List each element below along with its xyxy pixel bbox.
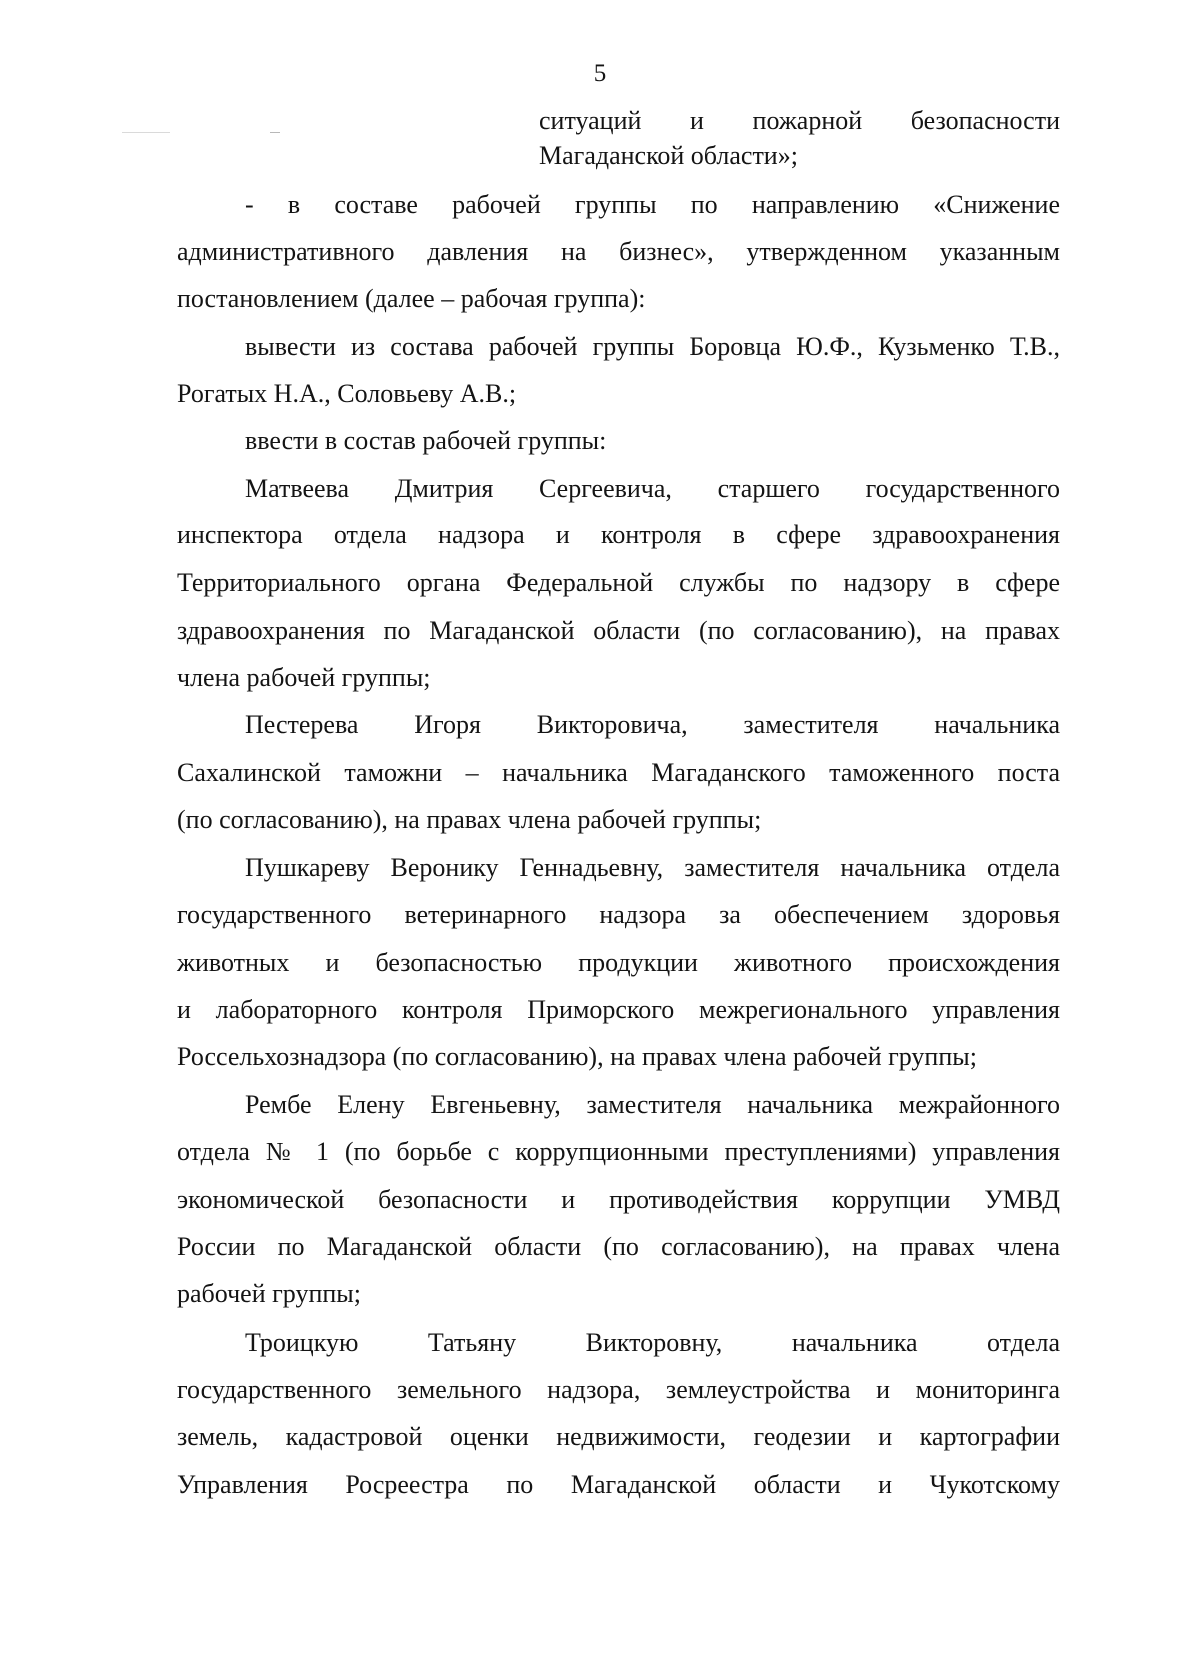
- text-line: животных и безопасностью продукции животного происхождения: [177, 948, 1060, 977]
- text-line: Пушкареву Веронику Геннадьевну, заместителя начальника отдела: [245, 853, 1060, 882]
- text-line: отдела № 1 (по борьбе с коррупционными преступлениями) управления: [177, 1137, 1060, 1166]
- scan-speck: [270, 132, 280, 133]
- text-line: члена рабочей группы;: [177, 663, 431, 692]
- text-line: здравоохранения по Магаданской области (по согласованию), на правах: [177, 616, 1060, 645]
- text-line: постановлением (далее – рабочая группа):: [177, 284, 646, 313]
- text-line: земель, кадастровой оценки недвижимости, геодезии и картографии: [177, 1422, 1060, 1451]
- text-line: Магаданской области»;: [539, 141, 798, 170]
- text-line: государственного ветеринарного надзора за обеспечением здоровья: [177, 900, 1060, 929]
- text-line: Рогатых Н.А., Соловьеву А.В.;: [177, 379, 517, 408]
- text-line: России по Магаданской области (по согласованию), на правах члена: [177, 1232, 1060, 1261]
- text-line: - в составе рабочей группы по направлению «Снижение: [245, 190, 1060, 219]
- page-number: 5: [593, 60, 607, 87]
- text-line: Пестерева Игоря Викторовича, заместителя начальника: [245, 710, 1060, 739]
- text-line: Сахалинской таможни – начальника Магаданского таможенного поста: [177, 758, 1060, 787]
- text-line: государственного земельного надзора, землеустройства и мониторинга: [177, 1375, 1060, 1404]
- text-line: (по согласованию), на правах члена рабочей группы;: [177, 805, 762, 834]
- text-line: ситуаций и пожарной безопасности: [539, 106, 1060, 135]
- text-line: Троицкую Татьяну Викторовну, начальника отдела: [245, 1328, 1060, 1357]
- text-line: и лабораторного контроля Приморского межрегионального управления: [177, 995, 1060, 1024]
- scan-speck: [122, 132, 170, 133]
- text-line: вывести из состава рабочей группы Боровца Ю.Ф., Кузьменко Т.В.,: [245, 332, 1060, 361]
- text-line: ввести в состав рабочей группы:: [245, 426, 607, 455]
- text-line: административного давления на бизнес», утвержденном указанным: [177, 237, 1060, 266]
- text-line: инспектора отдела надзора и контроля в сфере здравоохранения: [177, 520, 1060, 549]
- text-line: Территориального органа Федеральной службы по надзору в сфере: [177, 568, 1060, 597]
- text-line: Управления Росреестра по Магаданской области и Чукотскому: [177, 1470, 1060, 1499]
- text-line: рабочей группы;: [177, 1279, 361, 1308]
- text-line: Россельхознадзора (по согласованию), на правах члена рабочей группы;: [177, 1042, 977, 1071]
- text-line: экономической безопасности и противодействия коррупции УМВД: [177, 1185, 1060, 1214]
- text-line: Матвеева Дмитрия Сергеевича, старшего государственного: [245, 474, 1060, 503]
- text-line: Рембе Елену Евгеньевну, заместителя начальника межрайонного: [245, 1090, 1060, 1119]
